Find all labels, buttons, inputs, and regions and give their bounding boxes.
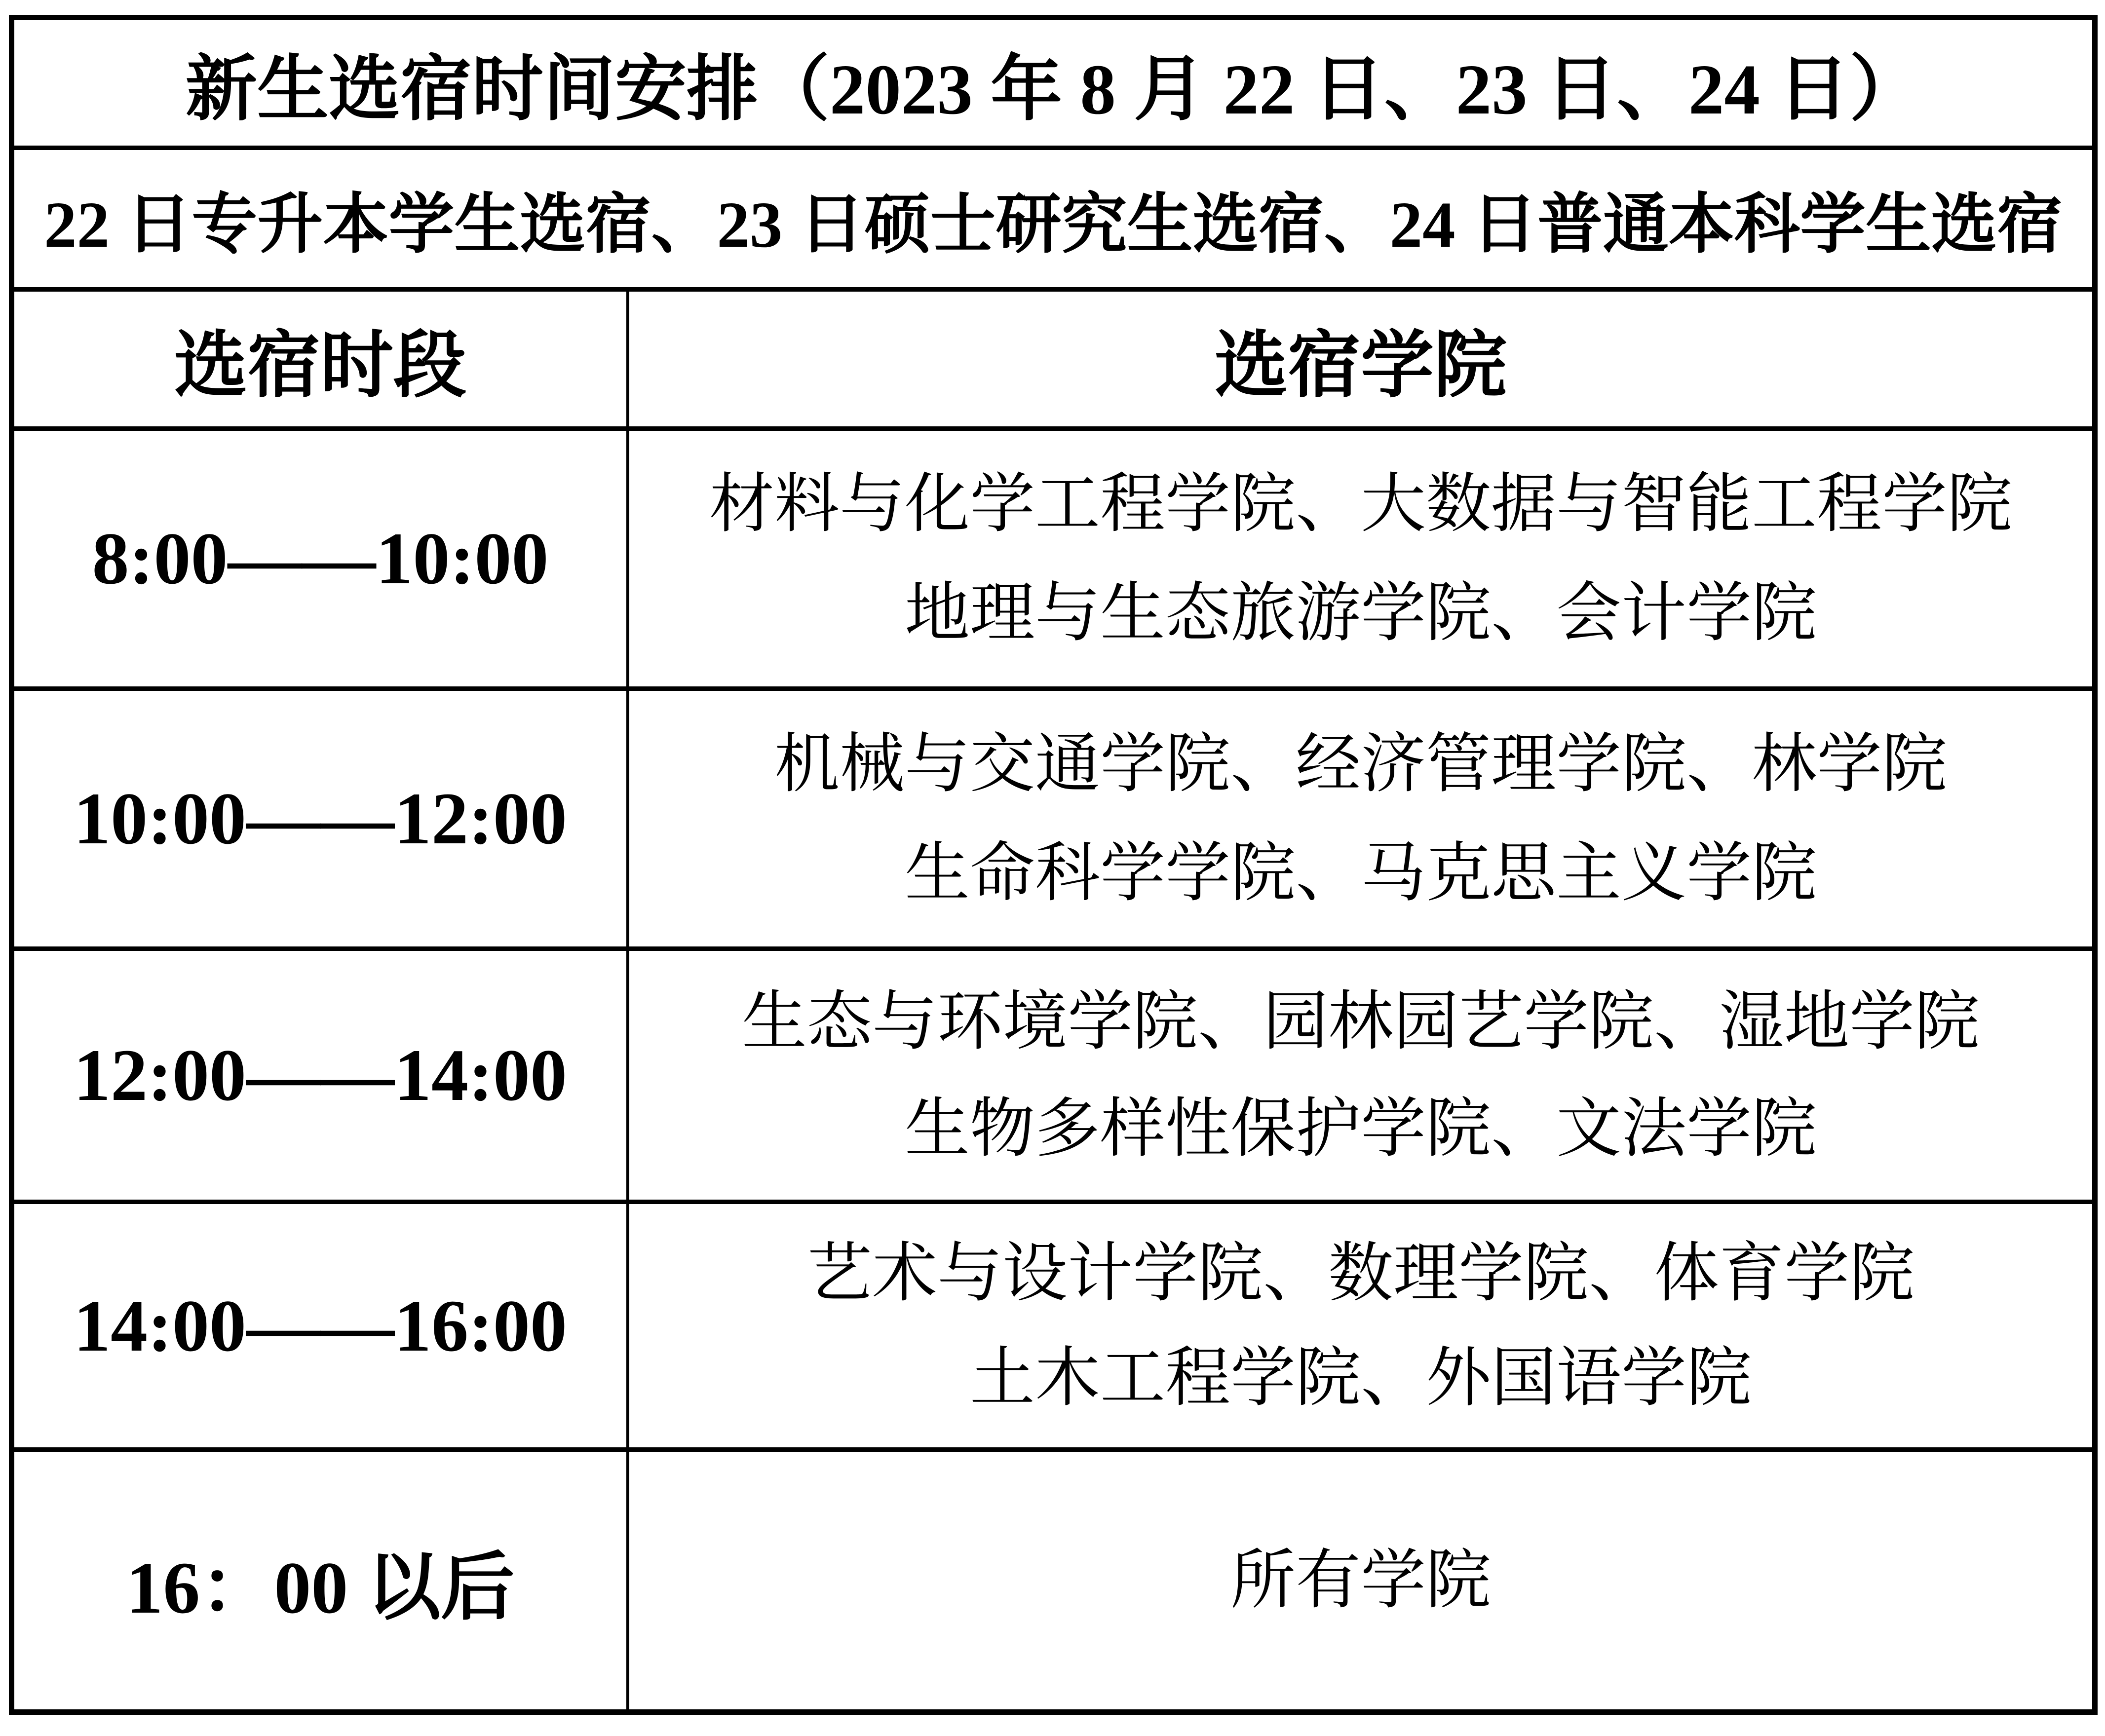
college-line: 生物多样性保护学院、文法学院 [905, 1092, 1817, 1165]
college-list-cell [629, 951, 2092, 1204]
college-line: 所有学院 [1230, 1544, 1491, 1617]
college-line: 艺术与设计学院、数理学院、体育学院 [807, 1237, 1914, 1310]
column-header-time: 选宿时段 [14, 292, 629, 431]
table-title: 新生选宿时间安排（2023 年 8 月 22 日、23 日、24 日） [14, 20, 2092, 150]
college-list-cell [629, 1452, 2092, 1709]
college-list-cell [629, 1204, 2092, 1452]
time-slot-cell: 14:00——16:00 [14, 1204, 629, 1452]
college-line: 材料与化学工程学院、大数据与智能工程学院 [709, 467, 2012, 540]
college-line: 土木工程学院、外国语学院 [970, 1342, 1752, 1415]
time-slot-cell: 12:00——14:00 [14, 951, 629, 1204]
college-list-cell [629, 431, 2092, 691]
college-list-cell [629, 691, 2092, 951]
college-line: 生态与环境学院、园林园艺学院、湿地学院 [742, 985, 1980, 1058]
column-header-college: 选宿学院 [629, 292, 2092, 431]
college-line: 生命科学学院、马克思主义学院 [905, 836, 1817, 909]
college-line: 地理与生态旅游学院、会计学院 [905, 576, 1817, 649]
college-line: 机械与交通学院、经济管理学院、林学院 [774, 727, 1947, 800]
table-subtitle: 22 日专升本学生选宿、23 日硕士研究生选宿、24 日普通本科学生选宿 [14, 150, 2092, 292]
dorm-selection-schedule-table [9, 15, 2098, 1715]
time-slot-cell: 10:00——12:00 [14, 691, 629, 951]
time-slot-cell: 8:00——10:00 [14, 431, 629, 691]
time-slot-cell: 16：00 以后 [14, 1452, 629, 1709]
